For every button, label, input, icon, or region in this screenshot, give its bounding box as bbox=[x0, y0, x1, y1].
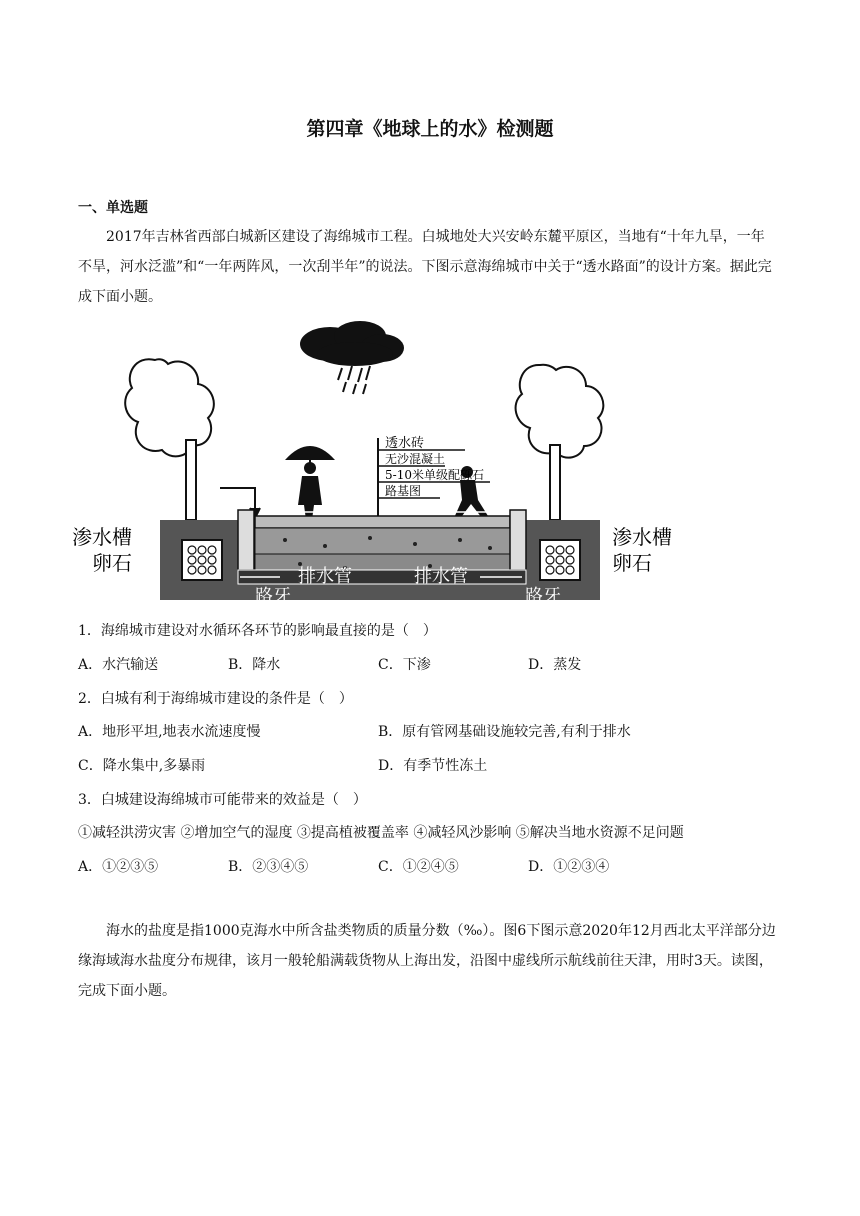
label-curb-right: 路牙 bbox=[525, 586, 561, 607]
q1-option-b: B．降水 bbox=[228, 657, 281, 673]
permeable-pavement-diagram bbox=[70, 320, 690, 610]
q1-option-c: C．下渗 bbox=[378, 657, 431, 673]
label-pipe-right: 排水管 bbox=[414, 566, 468, 587]
label-right-pebble: 卵石 bbox=[612, 551, 652, 575]
question-1-stem: 1．海绵城市建设对水循环各环节的影响最直接的是（ ） bbox=[78, 623, 437, 639]
q3-option-b: B．②③④⑤ bbox=[228, 859, 309, 875]
q3-option-d: D．①②③④ bbox=[528, 859, 610, 875]
left-tree-icon bbox=[125, 359, 214, 520]
passage-2: 海水的盐度是指1000克海水中所含盐类物质的质量分数（‰）。图6下图示意2020年12月西北太平洋部分边缘海域海水盐度分布规律，该月一般轮船满载货物从上海出发，沿图中虚线所示航线前往天津，用时3天。读图，完成下面小题。 bbox=[78, 923, 776, 999]
permeable-brick-layer bbox=[255, 516, 510, 528]
passage-1: 2017年吉林省西部白城新区建设了海绵城市工程。白城地处大兴安岭东麓平原区，当地有“十年九旱，一年不旱，河水泛滥”和“一年两阵风，一次刮半年”的说法。下图示意海绵城市中关于“透水路面”的设计方案。据此完成下面小题。 bbox=[78, 229, 772, 305]
left-trough bbox=[182, 540, 222, 580]
concrete-layer bbox=[255, 528, 510, 554]
rain-cloud-icon bbox=[300, 321, 404, 394]
legend-sandless-concrete: 无沙混凝土 bbox=[385, 452, 446, 466]
legend-roadbed: 路基图 bbox=[385, 484, 422, 498]
page-title: 第四章《地球上的水》检测题 bbox=[306, 118, 554, 140]
q3-option-c: C．①②④⑤ bbox=[378, 859, 459, 875]
right-curb bbox=[510, 510, 526, 570]
q1-option-a: A．水汽输送 bbox=[78, 657, 159, 673]
legend-gravel: 5-10米单级配砾石 bbox=[385, 468, 484, 482]
label-left-pebble: 卵石 bbox=[92, 551, 132, 575]
q2-option-d: D．有季节性冻土 bbox=[378, 758, 488, 774]
right-trough bbox=[540, 540, 580, 580]
section-heading: 一、单选题 bbox=[78, 200, 148, 216]
q2-option-b: B．原有管网基础设施较完善,有利于排水 bbox=[378, 724, 631, 740]
label-pipe-left: 排水管 bbox=[298, 566, 352, 587]
layer-legend bbox=[378, 435, 490, 520]
question-2-stem: 2．白城有利于海绵城市建设的条件是（ ） bbox=[78, 691, 353, 707]
person-with-umbrella-icon bbox=[285, 446, 335, 520]
q1-option-d: D．蒸发 bbox=[528, 657, 582, 673]
q2-option-c: C．降水集中,多暴雨 bbox=[78, 758, 206, 774]
label-right-trough: 渗水槽 bbox=[612, 525, 672, 549]
legend-permeable-brick: 透水砖 bbox=[385, 436, 425, 451]
q3-option-a: A．①②③⑤ bbox=[78, 859, 159, 875]
label-left-trough: 渗水槽 bbox=[72, 525, 132, 549]
q2-option-a: A．地形平坦,地表水流速度慢 bbox=[78, 724, 261, 740]
question-3-items: ①减轻洪涝灾害 ②增加空气的湿度 ③提高植被覆盖率 ④减轻风沙影响 ⑤解决当地水资源不足问题 bbox=[78, 825, 684, 841]
label-curb-left: 路牙 bbox=[255, 586, 291, 607]
left-curb bbox=[238, 510, 254, 570]
question-3-stem: 3．白城建设海绵城市可能带来的效益是（ ） bbox=[78, 792, 367, 808]
right-tree-icon bbox=[516, 365, 604, 520]
